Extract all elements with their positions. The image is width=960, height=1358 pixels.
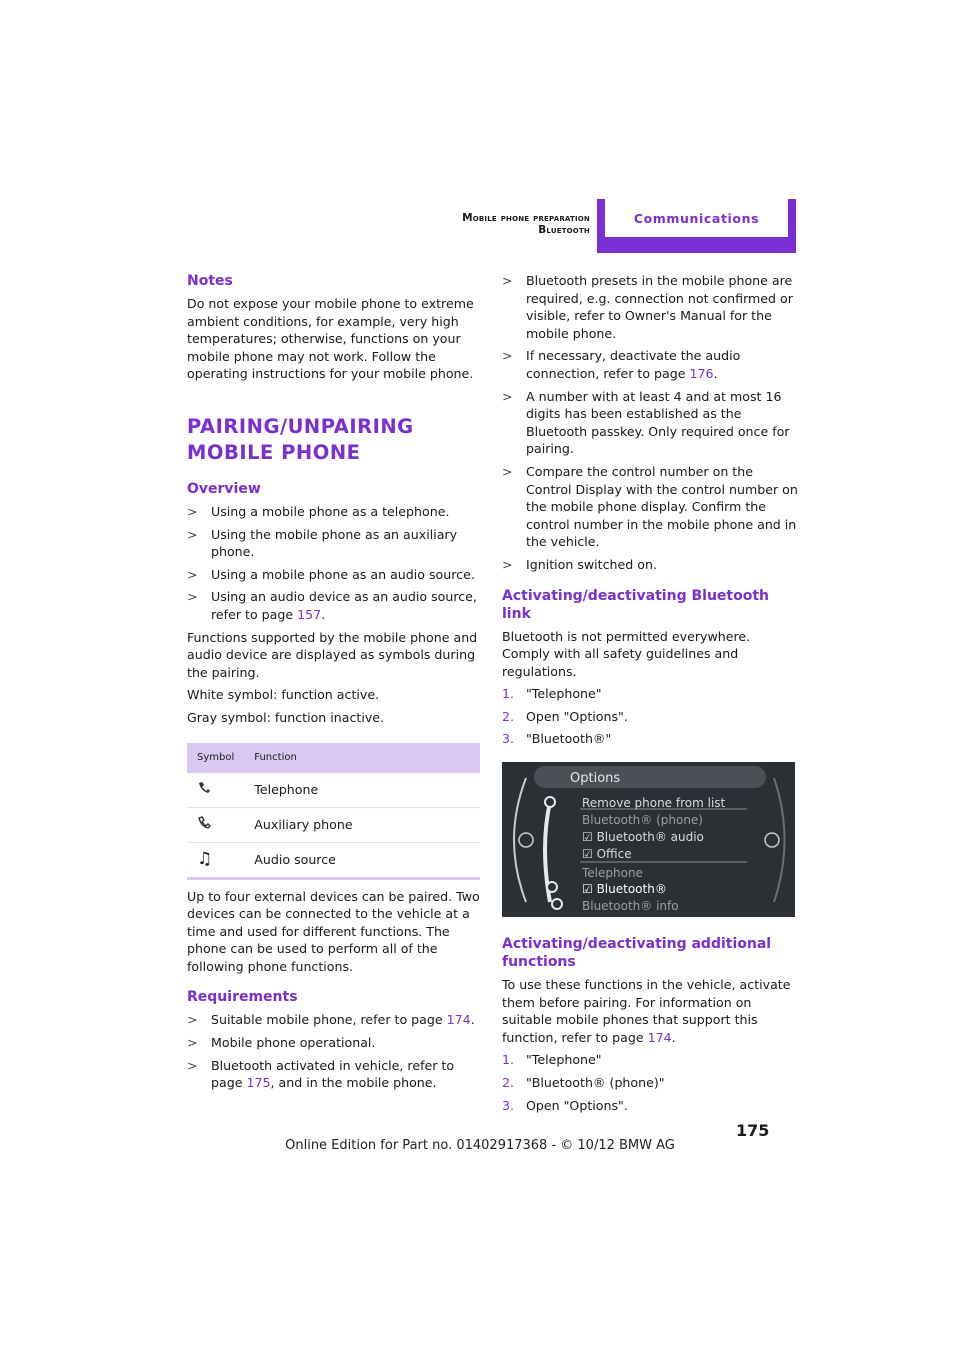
right-column bbox=[502, 272, 798, 1119]
list-item: > Suitable mobile phone, refer to page 174. bbox=[187, 1012, 475, 1028]
list-item: > Using a mobile phone as an audio source. bbox=[187, 566, 475, 582]
list-item: > A number with at least 4 and at most 16 digits has been established as the Bluetooth passkey. Only required once for pairing. bbox=[502, 388, 790, 457]
checkbox-icon: ☑ bbox=[582, 847, 597, 862]
list-item: 3. Open "Options". bbox=[502, 1097, 628, 1113]
screen-item: ☑ Bluetooth® audio bbox=[582, 830, 704, 845]
list-item: 3. "Bluetooth®" bbox=[502, 731, 612, 747]
overview-paragraph: White symbol: function active. bbox=[187, 687, 380, 703]
overview-heading: Overview bbox=[187, 480, 261, 497]
table-header-function: Function bbox=[244, 743, 480, 773]
screen-item: Bluetooth® info bbox=[582, 899, 679, 914]
list-item: > Bluetooth activated in vehicle, refer to page 175, and in the mobile phone. bbox=[187, 1057, 455, 1091]
screen-item: Telephone bbox=[582, 866, 643, 881]
running-header: Mobile phone preparation Bluetooth bbox=[462, 212, 590, 236]
list-item: > Using a mobile phone as a telephone. bbox=[187, 503, 450, 519]
checkbox-icon: ☑ bbox=[582, 882, 597, 897]
list-item: > Mobile phone operational. bbox=[187, 1035, 376, 1051]
page-ref-link[interactable]: 174 bbox=[446, 1012, 471, 1028]
list-item: > Using the mobile phone as an auxiliary phone. bbox=[187, 526, 458, 560]
main-heading: PAIRING/UNPAIRING MOBILE PHONE bbox=[187, 414, 414, 464]
checkbox-icon: ☑ bbox=[582, 830, 597, 845]
bluetooth-link-heading: Activating/deactivating Bluetooth link bbox=[502, 587, 769, 622]
list-item: 2. "Bluetooth® (phone)" bbox=[502, 1075, 665, 1091]
additional-functions-heading: Activating/deactivating additional functions bbox=[502, 936, 772, 971]
chapter-tab bbox=[597, 199, 796, 253]
screen-item: Bluetooth® (phone) bbox=[582, 813, 703, 828]
left-column bbox=[187, 272, 483, 1097]
table-header-symbol: Symbol bbox=[187, 743, 244, 773]
control-display-screenshot bbox=[502, 762, 795, 917]
footer: Online Edition for Part no. 01402917368 - © 10/12 BMW AG bbox=[285, 1138, 675, 1153]
overview-paragraph: Gray symbol: function inactive. bbox=[187, 709, 385, 725]
page-ref-link[interactable]: 175 bbox=[246, 1075, 271, 1091]
list-item: > Using an audio device as an audio source, refer to page 157. bbox=[187, 589, 477, 622]
music-note-icon: ♫ bbox=[197, 848, 213, 869]
page-ref-link[interactable]: 174 bbox=[647, 1029, 672, 1045]
list-item: 1. "Telephone" bbox=[502, 686, 602, 702]
list-item: 2. Open "Options". bbox=[502, 708, 628, 724]
table-cell-function: Telephone bbox=[244, 773, 480, 808]
overview-paragraph: Functions supported by the mobile phone and audio device are displayed as symbols during the pairing. bbox=[187, 629, 478, 680]
list-item: > If necessary, deactivate the audio connection, refer to page 176. bbox=[502, 348, 741, 381]
screen-title: Options bbox=[570, 771, 621, 787]
devices-text: Up to four external devices can be paired. Two devices can be connected to the vehicle at a time and used for different functions. The phone can be used to perform all of the following phone functions. bbox=[187, 888, 480, 974]
symbol-table bbox=[187, 743, 480, 880]
auxiliary-phone-icon bbox=[197, 815, 211, 829]
list-item: 1. "Telephone" bbox=[502, 1052, 602, 1068]
screen-item: ☑ Office bbox=[582, 847, 632, 862]
additional-functions-text: To use these functions in the vehicle, activate them before pairing. For information on suitable mobile phones that support this function, refer to page 174. bbox=[502, 977, 791, 1045]
table-row bbox=[187, 842, 480, 878]
list-item: > Compare the control number on the Control Display with the control number on the mobile phone display. Confirm the control number in the mobile phone and in the vehicle. bbox=[502, 463, 798, 550]
table-row bbox=[187, 773, 480, 808]
notes-text: Do not expose your mobile phone to extreme ambient conditions, for example, very high temperatures; otherwise, functions on your mobile phone may not work. Follow the operating instructions for your mobile phone. bbox=[187, 296, 474, 382]
table-row bbox=[187, 807, 480, 842]
page-number: 175 bbox=[736, 1121, 770, 1140]
table-cell-function: Auxiliary phone bbox=[244, 807, 480, 842]
screen-item-selected: ☑ Bluetooth® bbox=[582, 882, 667, 897]
chapter-title: Communications bbox=[633, 211, 760, 226]
telephone-icon bbox=[197, 780, 211, 794]
list-item: > Bluetooth presets in the mobile phone are required, e.g. connection not confirmed or visible, refer to Owner's Manual for the mobile phone. bbox=[502, 273, 793, 341]
notes-heading: Notes bbox=[187, 273, 233, 289]
bluetooth-link-text: Bluetooth is not permitted everywhere. Comply with all safety guidelines and regulations. bbox=[502, 628, 751, 679]
table-cell-function: Audio source bbox=[244, 842, 480, 878]
requirements-heading: Requirements bbox=[187, 989, 298, 1006]
page-ref-link[interactable]: 176 bbox=[689, 365, 714, 381]
screen-item: Remove phone from list bbox=[582, 796, 726, 811]
page-ref-link[interactable]: 157 bbox=[297, 606, 322, 622]
list-item: > Ignition switched on. bbox=[502, 556, 657, 572]
